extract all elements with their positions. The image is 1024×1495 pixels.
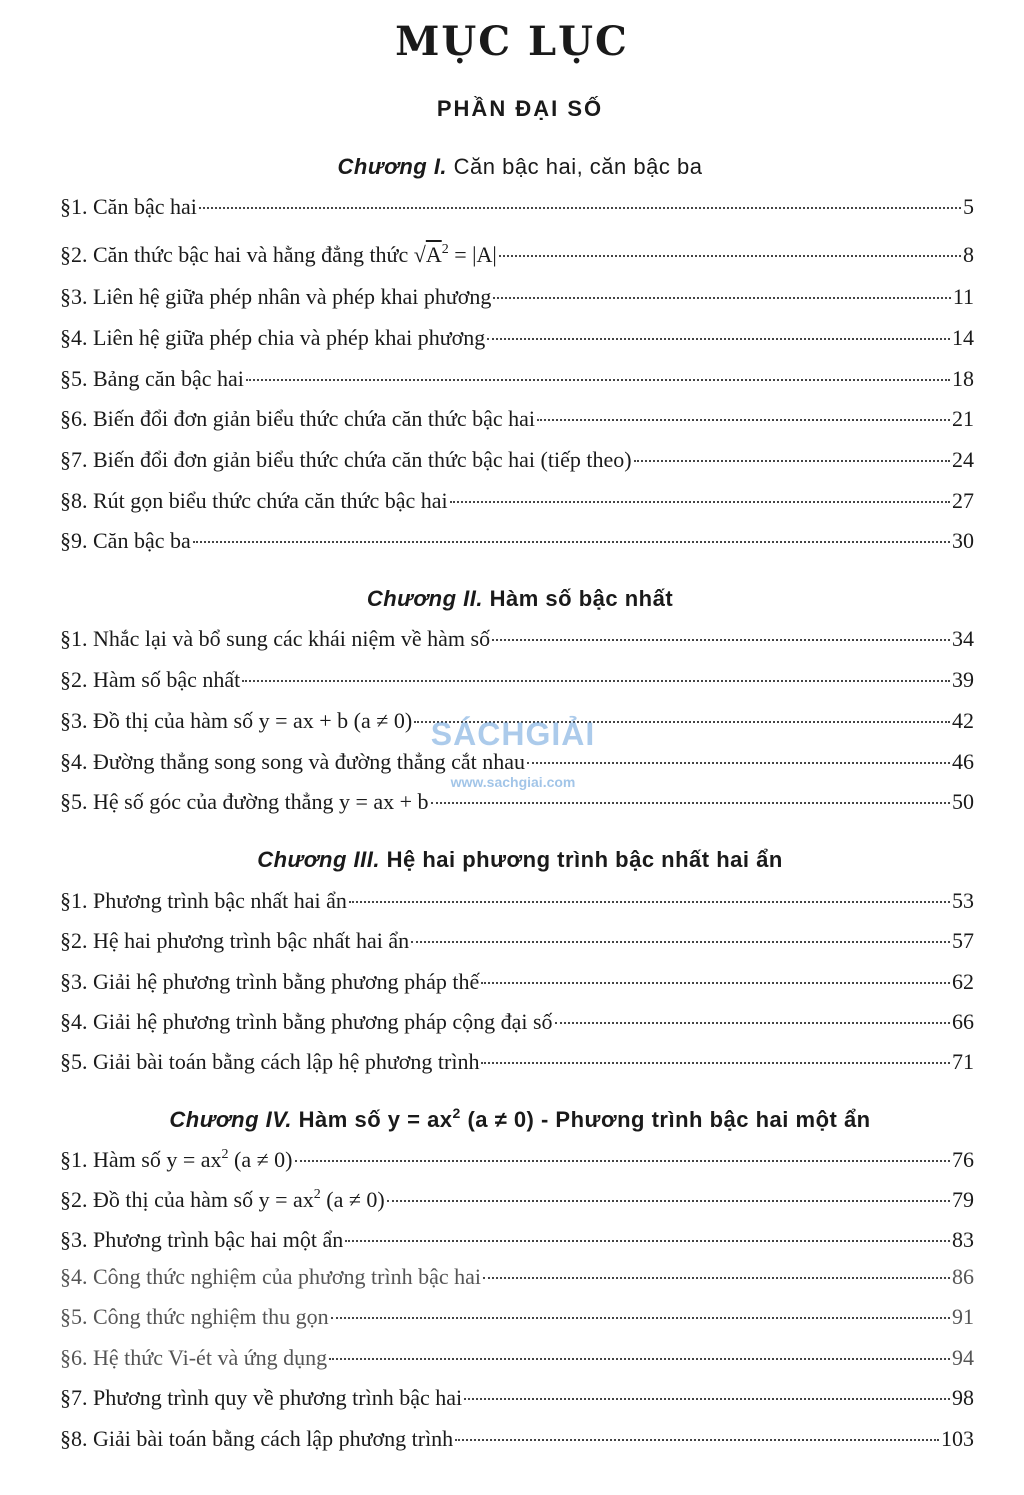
entry-label: §7. Phương trình quy về phương trình bậc hai [60, 1385, 463, 1410]
entry-label: §6. Hệ thức Vi-ét và ứng dụng [60, 1345, 328, 1370]
entry-page: 27 [952, 488, 974, 513]
toc-entry[interactable] [60, 888, 974, 920]
entry-label: §5. Công thức nghiệm thu gọn [60, 1304, 329, 1329]
chapter-label: Chương II. [366, 586, 483, 611]
toc-entry[interactable] [60, 242, 974, 274]
entry-label: §3. Phương trình bậc hai một ẩn [60, 1227, 344, 1252]
watermark-url: www.sachgiai.com [450, 774, 576, 790]
entry-page: 62 [952, 969, 974, 994]
entry-label: §8. Rút gọn biểu thức chứa căn thức bậc hai [60, 488, 448, 513]
dot-leader [493, 297, 950, 299]
entry-page: 66 [952, 1009, 974, 1034]
chapter-heading-2 [0, 586, 1024, 612]
entry-label: §5. Giải bài toán bằng cách lập hệ phương trình [60, 1049, 480, 1074]
watermark [408, 700, 618, 790]
entry-label: §4. Giải hệ phương trình bằng phương pháp cộng đại số [60, 1009, 553, 1034]
chapter-heading-1 [0, 154, 1024, 180]
toc-entry[interactable] [60, 528, 974, 560]
dot-leader [431, 802, 950, 804]
chapter-title: Hàm số bậc nhất [489, 586, 674, 611]
entry-page: 30 [952, 528, 974, 553]
entry-page: 53 [952, 888, 974, 913]
dot-leader [411, 941, 950, 943]
entry-page: 8 [963, 242, 974, 267]
toc-entry[interactable] [60, 928, 974, 960]
toc-entry[interactable] [60, 667, 974, 699]
dot-leader [193, 541, 950, 543]
entry-page: 18 [952, 366, 974, 391]
toc-entry[interactable] [60, 366, 974, 398]
dot-leader [349, 901, 950, 903]
chapter-title: Hàm số $y = ax^2$ (a ≠ 0) - Phương trình bậc hai một ẩn [298, 1105, 871, 1132]
dot-leader [345, 1240, 950, 1242]
toc-entry[interactable] [60, 325, 974, 357]
dot-leader [246, 379, 950, 381]
entry-label: §5. Bảng căn bậc hai [60, 366, 244, 391]
chapter-title: Căn bậc hai, căn bậc ba [453, 154, 703, 179]
entry-page: 71 [952, 1049, 974, 1074]
dot-leader [492, 639, 950, 641]
toc-entry[interactable] [60, 406, 974, 438]
dot-leader [387, 1200, 950, 1202]
entry-page: 57 [952, 928, 974, 953]
entry-page: 79 [952, 1187, 974, 1212]
toc-entry[interactable] [60, 789, 974, 821]
toc-entry[interactable] [60, 1187, 974, 1219]
chapter-title: Hệ hai phương trình bậc nhất hai ẩn [386, 847, 783, 872]
chapter-label: Chương I. [337, 154, 448, 179]
toc-entry[interactable] [60, 447, 974, 479]
entry-label: §8. Giải bài toán bằng cách lập phương trình [60, 1426, 454, 1451]
toc-entry[interactable] [60, 969, 974, 1001]
entry-label: §1. Phương trình bậc nhất hai ẩn [60, 888, 347, 913]
dot-leader [455, 1439, 939, 1441]
entry-label: §3. Giải hệ phương trình bằng phương pháp thế [60, 969, 480, 994]
entry-label: §4. Đường thẳng song song và đường thẳng cắt nhau [60, 749, 526, 774]
entry-label: §2. Căn thức bậc hai và hằng đẳng thức $√A^2 = |A|$ [60, 242, 497, 267]
dot-leader [331, 1317, 950, 1319]
entry-page: 91 [952, 1304, 974, 1329]
dot-leader [450, 501, 950, 503]
dot-leader [481, 1062, 950, 1064]
toc-entry[interactable] [60, 1009, 974, 1041]
chapter-label: Chương IV. [169, 1107, 293, 1132]
toc-entry[interactable] [60, 1227, 974, 1259]
entry-page: 5 [963, 194, 974, 219]
entry-page: 86 [952, 1264, 974, 1289]
dot-leader [464, 1398, 950, 1400]
toc-entry[interactable] [60, 194, 974, 226]
chapter-label: Chương III. [257, 847, 380, 872]
entry-page: 83 [952, 1227, 974, 1252]
dot-leader [499, 255, 961, 257]
toc-entry[interactable] [60, 1385, 974, 1417]
entry-label: §1. Căn bậc hai [60, 194, 197, 219]
entry-page: 94 [952, 1345, 974, 1370]
entry-label: §1. Hàm số $y = ax^2$ (a ≠ 0) [60, 1147, 293, 1172]
toc-entry[interactable] [60, 488, 974, 520]
entry-page: 11 [952, 284, 974, 309]
toc-entry[interactable] [60, 1049, 974, 1081]
entry-label: §6. Biến đổi đơn giản biểu thức chứa căn thức bậc hai [60, 406, 536, 431]
entry-label: §3. Đồ thị của hàm số y = ax + b (a ≠ 0) [60, 708, 413, 733]
sqrt-symbol: √ [413, 242, 426, 267]
dot-leader [555, 1022, 950, 1024]
entry-label: §1. Nhắc lại và bổ sung các khái niệm về hàm số [60, 626, 491, 651]
dot-leader [634, 460, 950, 462]
dot-leader [483, 1277, 950, 1279]
entry-page: 14 [952, 325, 974, 350]
entry-label: §2. Đồ thị của hàm số $y = ax^2$ (a ≠ 0) [60, 1187, 385, 1212]
entry-page: 103 [941, 1426, 974, 1451]
dot-leader [329, 1358, 950, 1360]
entry-page: 50 [952, 789, 974, 814]
part-heading: PHẦN ĐẠI SỐ [436, 96, 604, 121]
entry-label: §9. Căn bậc ba [60, 528, 191, 553]
dot-leader [295, 1160, 951, 1162]
toc-entry[interactable] [60, 1304, 974, 1336]
chapter-heading-3 [0, 847, 1024, 873]
toc-entry[interactable] [60, 1426, 974, 1458]
entry-label: §3. Liên hệ giữa phép nhân và phép khai phương [60, 284, 492, 309]
toc-entry[interactable] [60, 284, 974, 316]
entry-label: §5. Hệ số góc của đường thẳng y = ax + b [60, 789, 429, 814]
entry-page: 21 [952, 406, 974, 431]
entry-page: 39 [952, 667, 974, 692]
entry-page: 46 [952, 749, 974, 774]
toc-entry[interactable] [60, 626, 974, 658]
entry-page: 24 [952, 447, 974, 472]
toc-entry[interactable] [60, 1345, 974, 1377]
entry-page: 42 [952, 708, 974, 733]
dot-leader [537, 419, 950, 421]
entry-label: §7. Biến đổi đơn giản biểu thức chứa căn thức bậc hai (tiếp theo) [60, 447, 632, 472]
entry-page: 76 [952, 1147, 974, 1172]
dot-leader [242, 680, 950, 682]
toc-entry[interactable] [60, 1147, 974, 1179]
entry-label: §4. Công thức nghiệm của phương trình bậc hai [60, 1264, 482, 1289]
entry-label: §4. Liên hệ giữa phép chia và phép khai phương [60, 325, 486, 350]
chapter-heading-4 [0, 1105, 1024, 1133]
entry-label: §2. Hàm số bậc nhất [60, 667, 241, 692]
dot-leader [487, 338, 950, 340]
dot-leader [481, 982, 950, 984]
dot-leader [199, 207, 961, 209]
page-title: MỤC LỤC [395, 18, 629, 65]
watermark-logo: SÁCHGIẢI [430, 716, 596, 752]
entry-label: §2. Hệ hai phương trình bậc nhất hai ẩn [60, 928, 410, 953]
toc-entry[interactable] [60, 1264, 974, 1296]
entry-page: 98 [952, 1385, 974, 1410]
entry-page: 34 [952, 626, 974, 651]
